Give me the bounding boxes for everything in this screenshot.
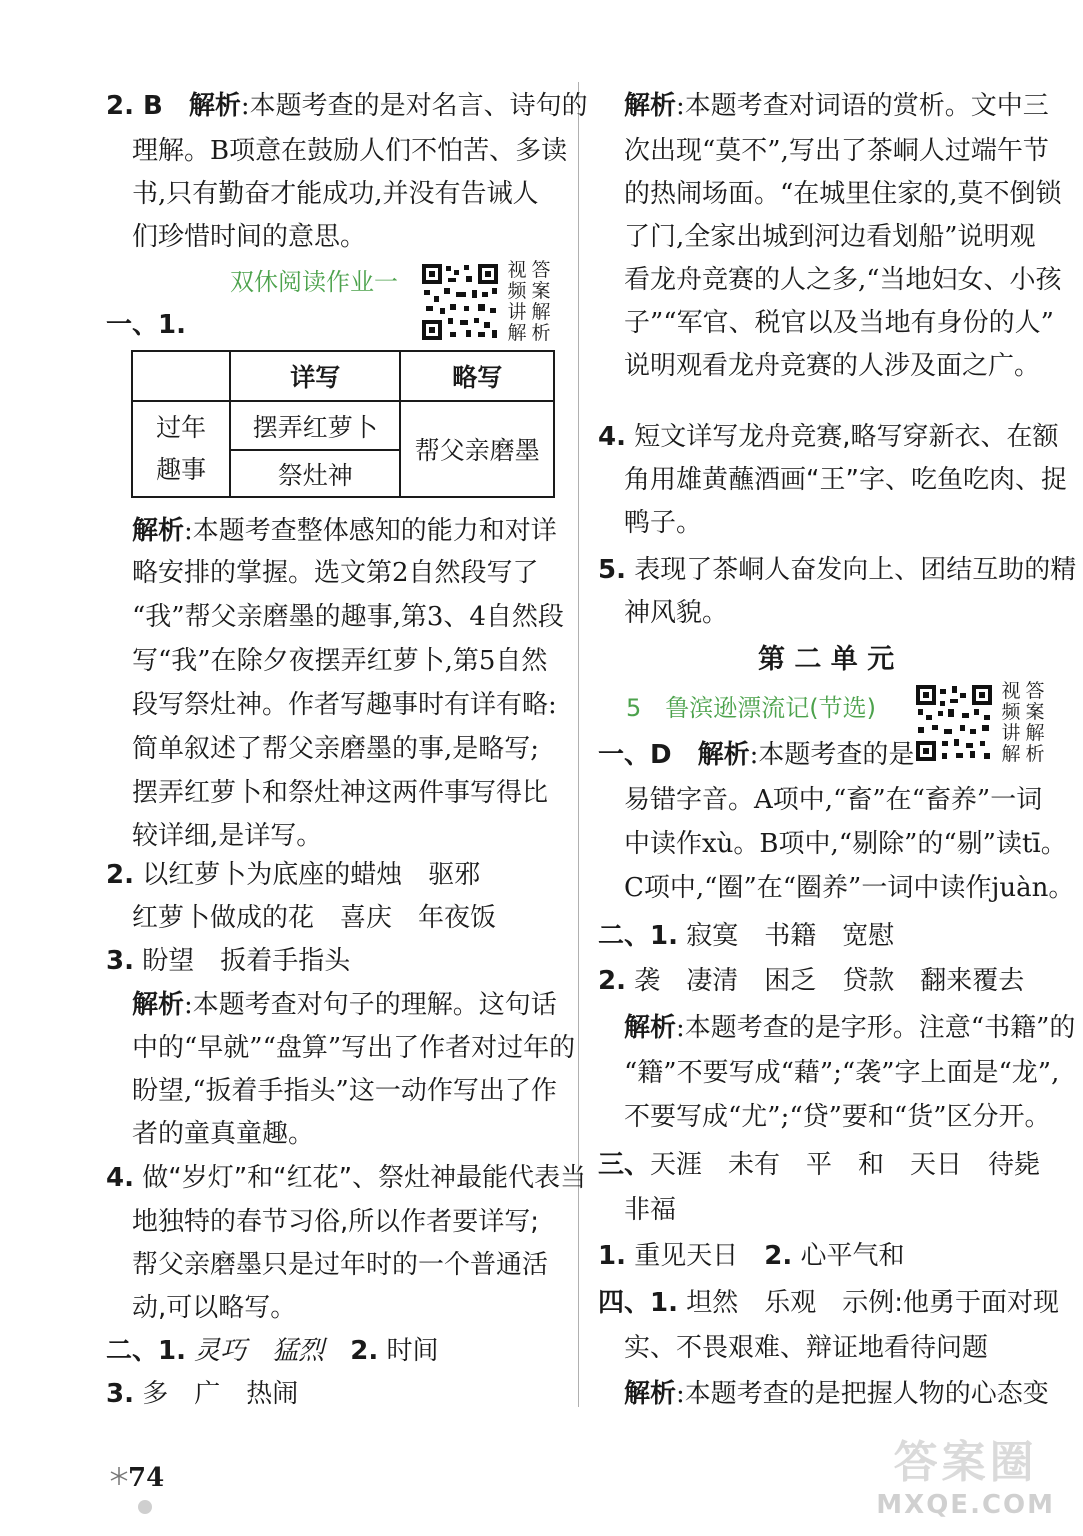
q5-line: 5. 表现了茶峒人奋发向上、团结互助的精 [598,555,1077,585]
text-line: 次出现“莫不”,写出了茶峒人过端午节 [624,136,1049,166]
text-line: 易错字音。A项中,“畜”在“畜养”一词 [624,785,1043,815]
star-icon [108,1465,130,1487]
q2-line: 红萝卜做成的花 喜庆 年夜饭 [132,903,497,933]
text-line: 不要写成“尤”;“贷”要和“货”区分开。 [624,1102,1051,1132]
q3-line: 3. 盼望 扳着手指头 [106,946,351,976]
section3-line: 三、天涯 未有 平 和 天日 待毙 [598,1150,1041,1180]
text-line: “我”帮父亲磨墨的趣事,第3、4自然段 [132,602,564,632]
analysis-line: 解析:本题考查整体感知的能力和对详 [132,516,557,546]
section3-line: 非福 [624,1195,677,1225]
q2-line: 2. 以红萝卜为底座的蜡烛 驱邪 [106,860,481,890]
text-line: 较详细,是详写。 [132,821,323,851]
section3-line: 1. 重见天日 2. 心平气和 [598,1241,905,1271]
text-line: 看龙舟竞赛的人之多,“当地妇女、小孩 [624,265,1062,295]
question-number: 2. B [106,91,163,121]
page-number: 74 [128,1463,165,1493]
text-line: 段写祭灶神。作者写趣事时有详有略: [132,690,557,720]
section2-line: 二、1. 灵巧 猛烈 2. 时间 [106,1336,439,1366]
q4-line: 4. 做“岁灯”和“红花”、祭灶神最能代表当 [106,1163,587,1193]
analysis-line: 解析:本题考查对词语的赏析。文中三 [624,91,1049,121]
table-cell: 帮父亲磨墨 [400,401,554,497]
text-line: 说明观看龙舟竞赛的人涉及面之广。 [624,351,1041,381]
text-line: C项中,“圈”在“圈养”一词中读作juàn。 [624,873,1075,903]
lesson-title: 5 鲁滨逊漂流记(节选) [626,694,876,722]
watermark-logo: 答案圈 MXQE.COM [876,1437,1055,1520]
q4-line: 角用雄黄蘸酒画“王”字、吃鱼吃肉、捉 [624,465,1067,495]
q4-line: 鸭子。 [624,508,703,538]
text-line: 写“我”在除夕夜摆弄红萝卜,第5自然 [132,646,548,676]
table-cell: 摆弄红萝卜 [230,401,400,450]
table-corner-cell [132,351,230,401]
text-line: 们珍惜时间的意思。 [132,222,367,252]
text-line: 的热闹场面。“在城里住家的,莫不倒锁 [624,179,1062,209]
section2-line: 3. 多 广 热闹 [106,1379,299,1409]
section4-line: 实、不畏艰难、辩证地看待问题 [624,1333,989,1363]
qr-caption: 视 答 频 案 讲 解 解 析 [1001,680,1045,765]
qr-code-icon[interactable] [914,683,994,763]
text-line: 理解。B项意在鼓励人们不怕苦、多读 [132,136,568,166]
text-line: 中的“早就”“盘算”写出了作者对过年的 [132,1033,576,1063]
table-cell: 祭灶神 [230,450,400,497]
section2-line: 二、1. 寂寞 书籍 宽慰 [598,921,895,951]
unit-title: 第 二 单 元 [758,644,895,675]
table-header-detail: 详写 [230,351,400,401]
text-line: 了门,全家出城到河边看划船”说明观 [624,222,1036,252]
analysis-line: 解析:本题考查对句子的理解。这句话 [132,990,557,1020]
text-line: 中读作xù。B项中,“剔除”的“剔”读tī。 [624,829,1067,859]
section-title: 双休阅读作业一 [230,268,398,296]
text-line: 简单叙述了帮父亲磨墨的事,是略写; [132,734,540,764]
analysis-line: 解析:本题考查的是把握人物的心态变 [624,1379,1049,1409]
q2-answer-line [106,86,588,126]
text-line: 子”“军官、税官以及当地有身份的人” [624,308,1054,338]
section4-line: 四、1. 坦然 乐观 示例:他勇于面对现 [598,1288,1059,1318]
text-line: 书,只有勤奋才能成功,并没有告诫人 [132,179,539,209]
analysis-line: 解析:本题考查的是字形。注意“书籍”的 [624,1013,1076,1043]
answer-table [131,350,555,498]
text-line: 盼望,“扳着手指头”这一动作写出了作 [132,1076,557,1106]
table-row-label: 过年 趣事 [132,401,230,497]
dot-decoration [138,1500,152,1514]
text-line: 略安排的掌握。选文第2自然段写了 [132,558,539,588]
analysis-text: :本题考查的是对名言、诗句的 [240,91,588,121]
qr-code-icon[interactable] [420,262,500,342]
table-header-brief: 略写 [400,351,554,401]
column-divider [578,82,579,1407]
section2-line: 2. 袭 凄清 困乏 贷款 翻来覆去 [598,966,1025,996]
section1-line: 一、D 解析:本题考查的是 [598,740,915,770]
text-line: 摆弄红萝卜和祭灶神这两件事写得比 [132,778,549,808]
q4-line: 帮父亲磨墨只是过年时的一个普通活 [132,1250,549,1280]
text-line: “籍”不要写成“藉”;“袭”字上面是“龙”, [624,1058,1060,1088]
qr-caption: 视 答 频 案 讲 解 解 析 [507,259,551,344]
analysis-label: 解析 [188,91,241,121]
text-line: 者的童真童趣。 [132,1119,315,1149]
question-number: 一、1. [106,310,186,340]
q4-line: 动,可以略写。 [132,1293,297,1323]
q4-line: 地独特的春节习俗,所以作者要详写; [132,1207,540,1237]
q4-line: 4. 短文详写龙舟竞赛,略写穿新衣、在额 [598,422,1059,452]
q5-line: 神风貌。 [624,598,729,628]
